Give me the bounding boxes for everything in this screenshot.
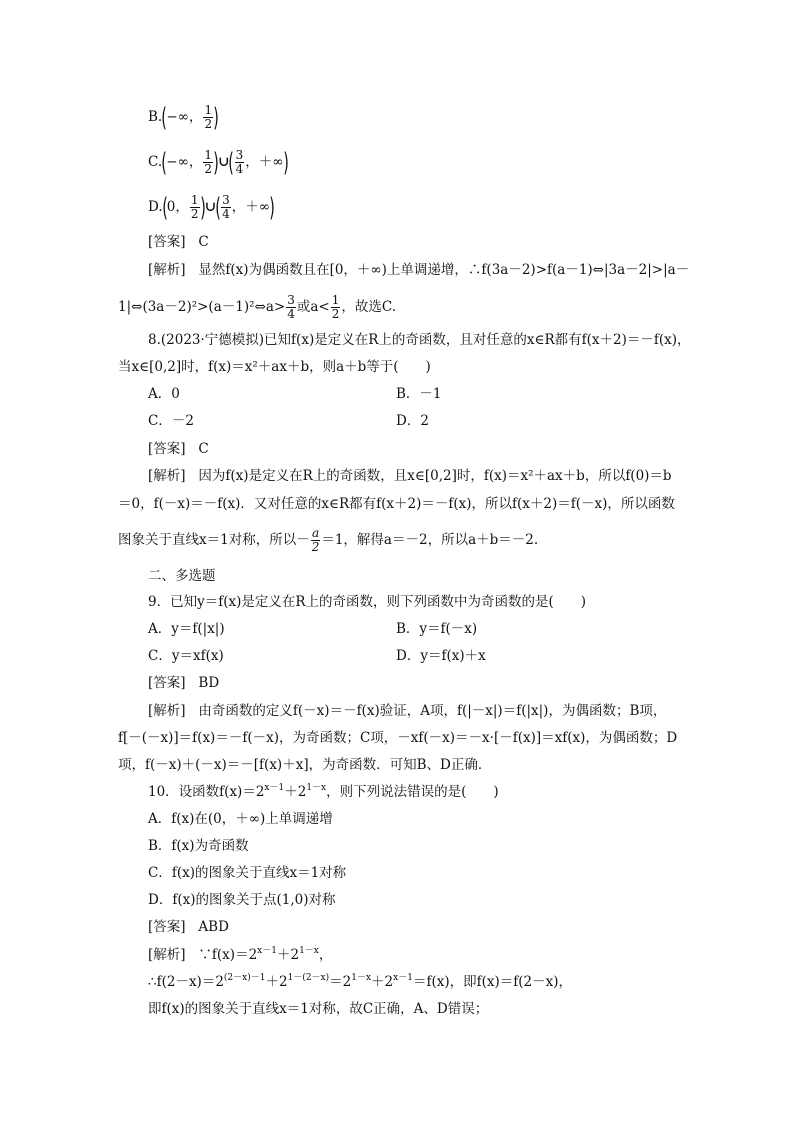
jiexi-text: ＋2: [265, 974, 288, 990]
paren-close: ): [213, 147, 219, 178]
jiexi-text: 或a<: [296, 299, 330, 315]
option-text: ，＋∞: [245, 154, 284, 170]
answer-value: ABD: [198, 919, 229, 935]
jiexi-text: ＝1，解得a＝－2，所以a＋b＝－2.: [321, 532, 539, 548]
jiexi-label: [解析]: [148, 703, 186, 719]
fraction: [203, 104, 213, 131]
q10-jiexi-line1: [148, 945, 332, 965]
answer-value: BD: [198, 675, 220, 691]
jiexi-text: 1|⇔(3a－2)²>(a－1)²⇔a>: [118, 299, 286, 315]
paren-open: (: [228, 147, 235, 178]
denominator: 2: [331, 307, 340, 321]
q9-option-a: A．y＝f(|x|): [148, 621, 225, 637]
answer-label: [答案]: [148, 675, 186, 691]
q9-option-d: D．y＝f(x)＋x: [396, 648, 486, 664]
q10-jiexi-line2: [148, 972, 572, 992]
answer-label: [答案]: [148, 919, 186, 935]
exponent: x－1: [257, 946, 277, 956]
q10-jiexi-line3: 即f(x)的图象关于直线x＝1对称，故C正确，A、D错误；: [148, 1001, 489, 1017]
fraction: [203, 149, 213, 176]
paren-open: (: [215, 192, 221, 223]
numerator: 1: [204, 103, 213, 117]
fraction: [311, 527, 321, 554]
exponent: 1－x: [351, 973, 372, 983]
denominator: 2: [311, 540, 320, 554]
q10-option-c: C．f(x)的图象关于直线x＝1对称: [148, 865, 347, 881]
option-text: 0，: [166, 199, 189, 215]
q8-jiexi-line2: ＝0，f(－x)＝－f(x)．又对任意的x∈R都有f(x＋2)＝－f(x)，所以f(x＋2)＝f(－x)，所以函数: [118, 496, 675, 512]
q7-answer: [148, 232, 209, 252]
fraction: [190, 194, 200, 221]
option-label: B.: [148, 109, 163, 125]
option-text: −∞，: [166, 109, 203, 125]
jiexi-text: 显然f(x)为偶函数且在[0，＋∞)上单调递增，∴f(3a－2)>f(a－1)⇔|3a－2|>|a－: [198, 262, 690, 278]
paren-close: ): [269, 192, 275, 223]
jiexi-text: 由奇函数的定义f(－x)＝－f(x)验证，A项，f(|－x|)＝f(|x|)，为偶函数；B项，: [198, 703, 667, 719]
paren-close: ): [282, 147, 289, 178]
denominator: 2: [204, 117, 213, 131]
q9-answer: [148, 673, 219, 693]
q7-option-d: [148, 194, 274, 221]
jiexi-text: ＝2: [329, 974, 352, 990]
q8-jiexi-line3: [118, 527, 538, 554]
paren-open: (: [161, 192, 168, 223]
q9-jiexi-line1: [148, 701, 666, 721]
q10-option-d: D．f(x)的图象关于点(1,0)对称: [148, 892, 336, 908]
option-text: ，＋∞: [231, 199, 271, 215]
stem-text: 10．设函数f(x)＝2: [148, 784, 265, 800]
q7-option-b: [148, 104, 218, 131]
exponent: 1－(2－x): [287, 973, 330, 983]
fraction: [286, 294, 296, 321]
denominator: 2: [204, 162, 212, 176]
jiexi-text: 图象关于直线x＝1对称，所以－: [118, 532, 310, 548]
q8-answer: [148, 439, 209, 459]
exponent: 1－x: [299, 946, 319, 956]
numerator: 1: [190, 193, 199, 207]
jiexi-text: ＋2: [276, 947, 300, 963]
numerator: 3: [222, 193, 230, 207]
answer-value: C: [198, 441, 209, 457]
q10-answer: [148, 917, 229, 937]
jiexi-label: [解析]: [148, 262, 186, 278]
option-label: C.: [148, 154, 163, 170]
q9-option-c: C．y＝xf(x): [148, 648, 224, 664]
numerator: a: [311, 526, 320, 540]
q8-stem-line2: 当x∈[0,2]时，f(x)＝x²＋ax＋b，则a＋b等于( ): [118, 359, 431, 375]
union-symbol: ∪: [204, 199, 216, 215]
option-label: D.: [148, 199, 163, 215]
jiexi-text: ∵f(x)＝2: [198, 947, 258, 963]
numerator: 1: [204, 148, 212, 162]
fraction: [221, 194, 231, 221]
jiexi-text: ＋2: [371, 974, 394, 990]
answer-value: C: [198, 234, 209, 250]
answer-label: [答案]: [148, 234, 186, 250]
numerator: 3: [287, 293, 295, 307]
numerator: 3: [235, 148, 244, 162]
jiexi-text: ，故选C.: [341, 299, 396, 315]
exponent: (2－x)－1: [223, 973, 266, 983]
q8-option-a: A．0: [148, 386, 180, 402]
q10-stem: [148, 782, 499, 802]
option-text: −∞，: [166, 154, 203, 170]
q7-jiexi-line2: [118, 294, 396, 321]
jiexi-text: ＝f(x)，即f(x)＝f(2－x)，: [412, 974, 572, 990]
q9-jiexi-line3: 项，f(－x)＋(－x)＝－[f(x)＋x]，为奇函数．可知B、D正确．: [118, 757, 492, 773]
q9-option-b: B．y＝f(－x): [396, 621, 478, 637]
q8-jiexi-line1: [148, 466, 672, 486]
denominator: 4: [287, 307, 295, 321]
jiexi-label: [解析]: [148, 947, 186, 963]
jiexi-text: ∴f(2－x)＝2: [148, 974, 224, 990]
exponent: x－1: [393, 973, 413, 983]
jiexi-text: ，: [318, 947, 333, 963]
union-symbol: ∪: [218, 154, 230, 170]
q8-stem-line1: 8.(2023·宁德模拟)已知f(x)是定义在R上的奇函数，且对任意的x∈R都有f(x＋2)＝－f(x)，: [148, 332, 691, 348]
exponent: x－1: [264, 783, 285, 793]
q7-option-c: [148, 149, 288, 176]
q10-option-b: B．f(x)为奇函数: [148, 838, 249, 854]
denominator: 4: [235, 162, 244, 176]
q8-option-d: D．2: [396, 413, 429, 429]
stem-text: ＋2: [284, 784, 307, 800]
section-title: 二、多选题: [148, 568, 216, 584]
denominator: 2: [190, 207, 199, 221]
fraction: [235, 149, 245, 176]
q7-jiexi-line1: [148, 260, 689, 280]
numerator: 1: [331, 293, 340, 307]
jiexi-label: [解析]: [148, 468, 186, 484]
paren-close: ): [213, 102, 219, 133]
q9-jiexi-line2: f[－(－x)]＝f(x)＝－f(－x)，为奇函数；C项，－xf(－x)＝－x·[－f(x)]＝xf(x)，为偶函数；D: [118, 730, 678, 746]
paren-close: ): [199, 192, 206, 223]
denominator: 4: [222, 207, 230, 221]
q8-option-b: B．－1: [396, 386, 442, 402]
exponent: 1－x: [306, 783, 327, 793]
paren-open: (: [161, 102, 168, 133]
paren-open: (: [161, 147, 168, 178]
answer-label: [答案]: [148, 441, 186, 457]
jiexi-text: 因为f(x)是定义在R上的奇函数，且x∈[0,2]时，f(x)＝x²＋ax＋b，所以f(0)＝b: [198, 468, 672, 484]
fraction: [331, 294, 341, 321]
q8-option-c: C．－2: [148, 413, 194, 429]
q10-option-a: A．f(x)在(0，＋∞)上单调递增: [148, 811, 333, 827]
q9-stem: 9．已知y＝f(x)是定义在R上的奇函数，则下列函数中为奇函数的是( ): [148, 594, 587, 610]
stem-text: ，则下列说法错误的是( ): [326, 784, 499, 800]
